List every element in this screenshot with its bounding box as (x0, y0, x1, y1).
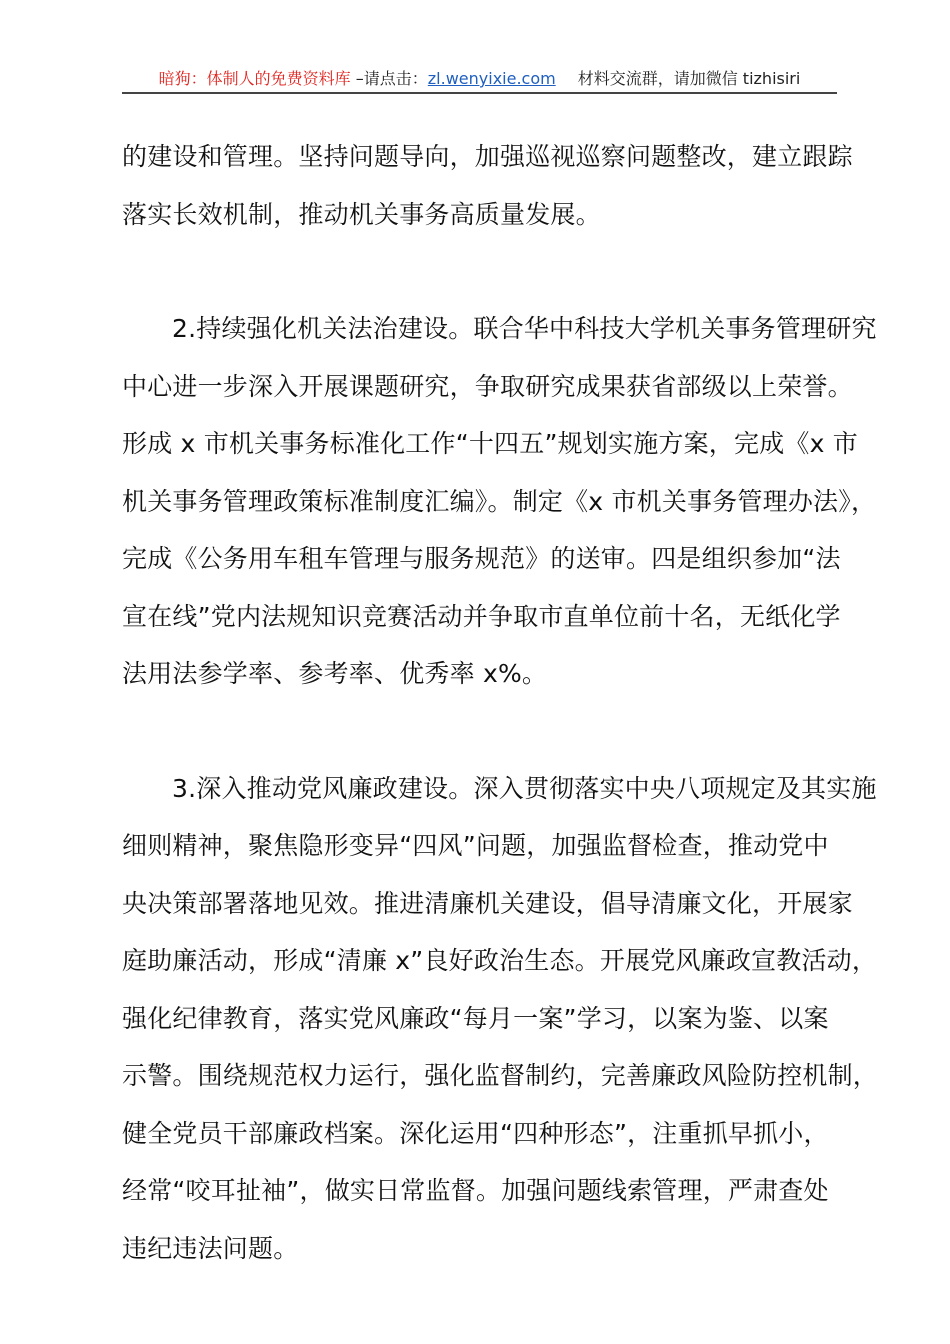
paragraph-legal-construction (122, 300, 877, 703)
text-line: 的建设和管理。坚持问题导向，加强巡视巡察问题整改，建立跟踪 (122, 142, 853, 171)
text-line: 违纪违法问题。 (122, 1233, 299, 1263)
text-line: 机关事务管理政策标准制度汇编》。制定《x 市机关事务管理办法》， (122, 486, 877, 516)
header-separator: –请点击： (350, 69, 428, 88)
page-header (122, 68, 837, 93)
document-body (122, 128, 879, 1277)
text-line: 经常“咬耳扯袖”，做实日常监督。加强问题线索管理，严肃查处 (122, 1176, 829, 1205)
header-link[interactable]: zl.wenyixie.com (427, 69, 556, 88)
paragraph-gap (122, 243, 842, 300)
header-brand: 暗狗：体制人的免费资料库 (158, 69, 351, 88)
text-line: 强化纪律教育，落实党风廉政“每月一案”学习，以案为鉴、以案 (122, 1003, 829, 1033)
text-line: 形成 x 市机关事务标准化工作“十四五”规划实施方案，完成《x 市 (122, 429, 858, 458)
header-contact: 材料交流群，请加微信 tizhisiri (577, 69, 801, 88)
paragraph-integrity-construction (122, 760, 879, 1278)
text-line: 细则精神，聚焦隐形变异“四风”问题，加强监督检查，推动党中 (122, 831, 829, 860)
text-line: 庭助廉活动，形成“清廉 x”良好政治生态。开展党风廉政宣教活动， (122, 946, 878, 975)
text-line: 中心进一步深入开展课题研究，争取研究成果获省部级以上荣誉。 (122, 371, 853, 401)
text-line: 宣在线”党内法规知识竞赛活动并争取市直单位前十名，无纸化学 (122, 601, 841, 631)
text-line: 落实长效机制，推动机关事务高质量发展。 (122, 199, 601, 229)
paragraph-continuation (122, 128, 853, 243)
text-line: 健全党员干部廉政档案。深化运用“四种形态”，注重抓早抓小， (122, 1118, 829, 1148)
text-line: 3.深入推动党风廉政建设。深入贯彻落实中央八项规定及其实施 (172, 773, 877, 803)
header-divider (122, 92, 837, 94)
text-line: 完成《公务用车租车管理与服务规范》的送审。四是组织参加“法 (122, 544, 841, 573)
paragraph-gap (122, 703, 842, 760)
text-line: 示警。围绕规范权力运行，强化监督制约，完善廉政风险防控机制， (122, 1061, 879, 1090)
text-line: 央决策部署落地见效。推进清廉机关建设，倡导清廉文化，开展家 (122, 888, 853, 918)
text-line: 2.持续强化机关法治建设。联合华中科技大学机关事务管理研究 (172, 314, 877, 343)
text-line: 法用法参学率、参考率、优秀率 x%。 (122, 659, 548, 688)
